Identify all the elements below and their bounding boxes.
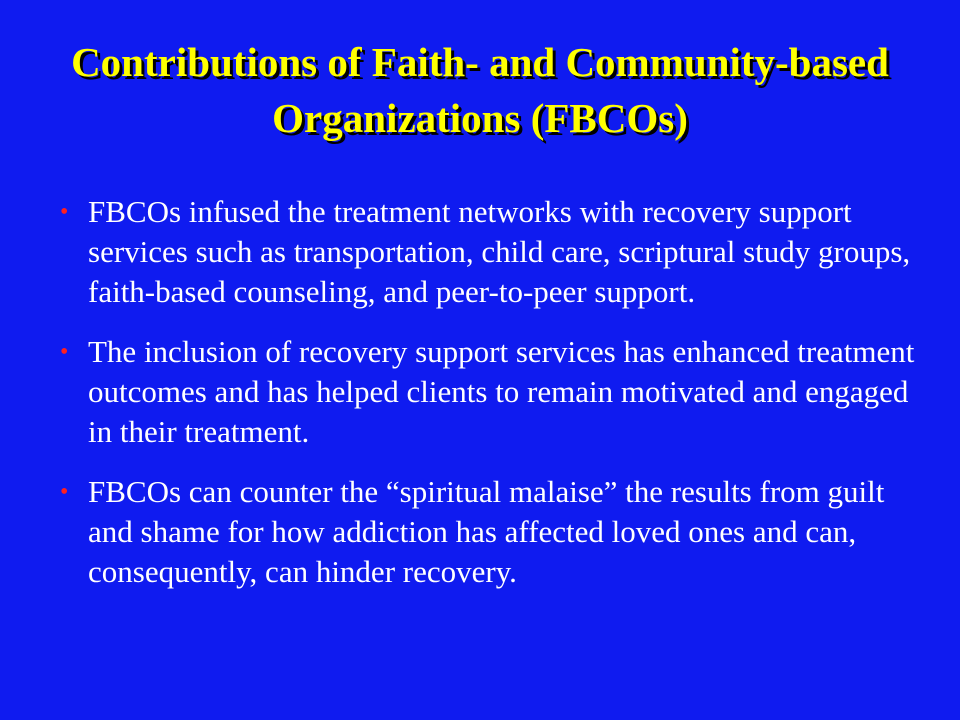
bullet-text: FBCOs infused the treatment networks with recovery support services such as transportation, child care, scriptural study groups, faith-based counseling, and peer-to-peer support.: [88, 194, 911, 309]
slide-title: Contributions of Faith- and Community-based Organizations (FBCOs): [71, 39, 889, 141]
bullet-dot-icon: •: [60, 199, 69, 225]
bullet-text: The inclusion of recovery support services has enhanced treatment outcomes and has helped clients to remain motivated and engaged in their treatment.: [88, 334, 915, 449]
bullet-list: [60, 192, 920, 612]
bullet-item-1: [60, 192, 920, 312]
bullet-item-2: [60, 332, 920, 452]
bullet-dot-icon: •: [60, 339, 69, 365]
bullet-item-3: [60, 472, 920, 592]
bullet-dot-icon: •: [60, 479, 69, 505]
bullet-text: FBCOs can counter the “spiritual malaise” the results from guilt and shame for how addiction has affected loved ones and can, consequently, can hinder recovery.: [88, 474, 885, 589]
